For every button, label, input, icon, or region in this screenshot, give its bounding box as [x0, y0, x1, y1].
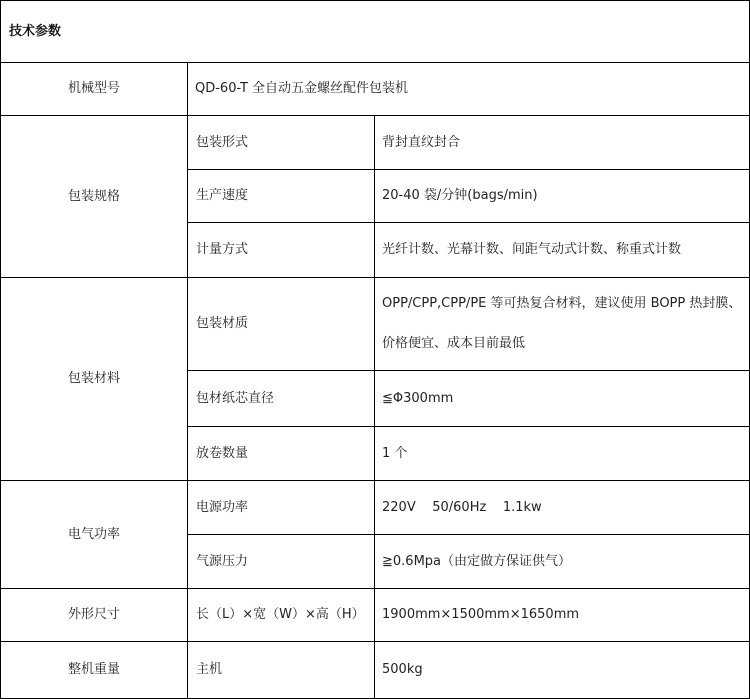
- table-row: [1, 116, 750, 170]
- air-pressure-label: 气源压力: [188, 535, 375, 589]
- table-row: [1, 278, 750, 371]
- table-row: [1, 642, 750, 699]
- weight-label: 整机重量: [1, 642, 188, 699]
- metering-value: 光纤计数、光幕计数、间距气动式计数、称重式计数: [375, 223, 750, 278]
- model-value: QD-60-T 全自动五金螺丝配件包装机: [188, 63, 750, 116]
- packing-form-value: 背封直纹封合: [375, 116, 750, 170]
- packing-form-label: 包装形式: [188, 116, 375, 170]
- core-diameter-label: 包材纸芯直径: [188, 371, 375, 427]
- roll-count-value: 1 个: [375, 427, 750, 481]
- table-row: [1, 481, 750, 535]
- power-value: 220V 50/60Hz 1.1kw: [375, 481, 750, 535]
- table-title: 技术参数: [1, 1, 750, 63]
- speed-label: 生产速度: [188, 170, 375, 223]
- weight-value: 500kg: [375, 642, 750, 699]
- weight-sub-label: 主机: [188, 642, 375, 699]
- roll-count-label: 放卷数量: [188, 427, 375, 481]
- material-type-label: 包装材质: [188, 278, 375, 371]
- material-type-value: OPP/CPP,CPP/PE 等可热复合材料，建议使用 BOPP 热封膜、价格便宜、成本目前最低: [375, 278, 750, 371]
- electric-label: 电气功率: [1, 481, 188, 589]
- packing-spec-label: 包装规格: [1, 116, 188, 278]
- model-label: 机械型号: [1, 63, 188, 116]
- core-diameter-value: ≦Φ300mm: [375, 371, 750, 427]
- table-row: [1, 63, 750, 116]
- dimensions-value: 1900mm×1500mm×1650mm: [375, 589, 750, 642]
- dimensions-label: 外形尺寸: [1, 589, 188, 642]
- metering-label: 计量方式: [188, 223, 375, 278]
- power-label: 电源功率: [188, 481, 375, 535]
- air-pressure-value: ≧0.6Mpa（由定做方保证供气）: [375, 535, 750, 589]
- dimensions-sub-label: 长（L）×宽（W）×高（H）: [188, 589, 375, 642]
- table-row: [1, 589, 750, 642]
- speed-value: 20-40 袋/分钟(bags/min): [375, 170, 750, 223]
- packing-material-label: 包装材料: [1, 278, 188, 481]
- title-row: [1, 1, 750, 63]
